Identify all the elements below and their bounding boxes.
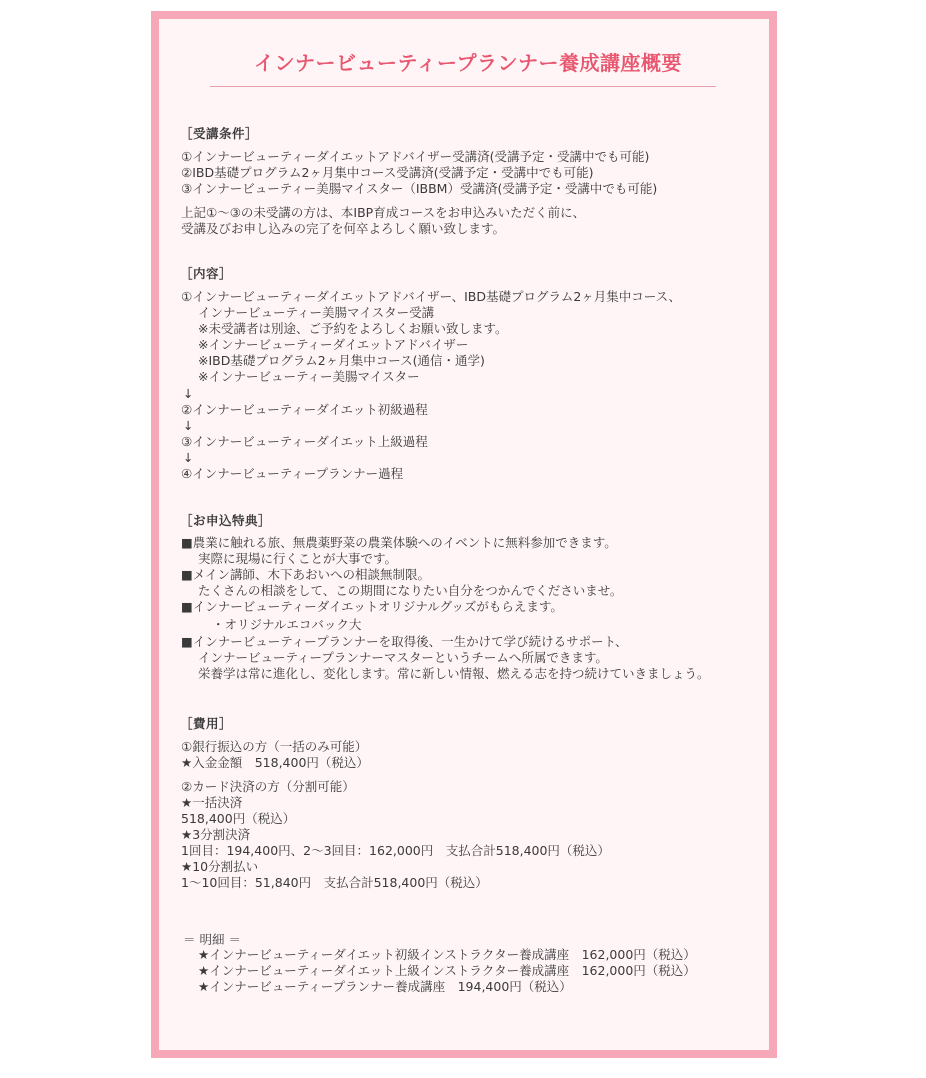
benefits-line: 実際に現場に行くことが大事です。 (198, 551, 398, 566)
fees-line: ★10分割払い (181, 859, 259, 874)
conditions-line: ③インナービューティー美腸マイスター（IBBM）受講済(受講予定・受講中でも可能) (181, 181, 658, 196)
content-line: インナービューティー美腸マイスター受講 (198, 305, 435, 320)
fees-line: ★一括決済 (181, 795, 243, 810)
benefits-heading: ［お申込特典］ (180, 513, 272, 528)
arrow-down: ↓ (183, 386, 194, 401)
details-line: ★インナービューティープランナー養成講座 194,400円（税込） (198, 979, 572, 994)
benefits-line: 栄養学は常に進化し、変化します。常に新しい情報、燃える志を持つ続けていきましょう。 (198, 666, 710, 681)
conditions-line: ②IBD基礎プログラム2ヶ月集中コース受講済(受講予定・受講中でも可能) (181, 165, 594, 180)
conditions-note: 上記①～③の未受講の方は、本IBP育成コースをお申込みいただく前に、 (181, 205, 586, 220)
benefits-line: ・オリジナルエコバック大 (212, 617, 362, 632)
conditions-note: 受講及びお申し込みの完了を何卒よろしく願い致します。 (181, 221, 506, 236)
title-divider (210, 86, 716, 87)
benefits-line: ■メイン講師、木下あおいへの相談無制限。 (181, 567, 431, 582)
benefits-line: ■農業に触れる旅、無農薬野菜の農業体験へのイベントに無料参加できます。 (181, 535, 617, 550)
conditions-line: ①インナービューティーダイエットアドバイザー受講済(受講予定・受講中でも可能) (181, 149, 650, 164)
benefits-line: たくさんの相談をして、この期間になりたい自分をつかんでくださいませ。 (198, 583, 623, 598)
fees-line: ②カード決済の方（分割可能） (181, 779, 355, 794)
page-title: インナービューティープランナー養成講座概要 (254, 51, 682, 75)
fees-heading: ［費用］ (180, 716, 233, 731)
details-heading: ＝ 明細 ＝ (183, 932, 241, 947)
fees-line: ①銀行振込の方（一括のみ可能） (181, 739, 368, 754)
arrow-down: ↓ (183, 418, 194, 433)
conditions-heading: ［受講条件］ (180, 126, 259, 141)
benefits-line: ■インナービューティーダイエットオリジナルグッズがもらえます。 (181, 599, 563, 614)
content-line: ①インナービューティーダイエットアドバイザー、IBD基礎プログラム2ヶ月集中コース、 (181, 289, 682, 304)
content-line: ④インナービューティープランナー過程 (181, 466, 404, 481)
content-line: ②インナービューティーダイエット初級過程 (181, 402, 428, 417)
content-heading: ［内容］ (180, 266, 233, 281)
fees-line: 1回目：194,400円、2～3回目：162,000円 支払合計518,400円（税込） (181, 843, 610, 858)
content-line: ③インナービューティーダイエット上級過程 (181, 434, 428, 449)
fees-line: ★3分割決済 (181, 827, 251, 842)
benefits-line: ■インナービューティープランナーを取得後、一生かけて学び続けるサポート、 (181, 634, 628, 649)
fees-line: 1～10回目：51,840円 支払合計518,400円（税込） (181, 875, 488, 890)
arrow-down: ↓ (183, 450, 194, 465)
benefits-line: インナービューティープランナーマスターというチームへ所属できます。 (198, 650, 608, 665)
content-line: ※インナービューティーダイエットアドバイザー (198, 337, 469, 352)
content-line: ※未受講者は別途、ご予約をよろしくお願い致します。 (198, 321, 508, 336)
content-line: ※IBD基礎プログラム2ヶ月集中コース(通信・通学) (198, 353, 485, 368)
content-line: ※インナービューティー美腸マイスター (198, 369, 420, 384)
fees-line: 518,400円（税込） (181, 811, 296, 826)
details-line: ★インナービューティーダイエット上級インストラクター養成講座 162,000円（税込） (198, 963, 696, 978)
details-line: ★インナービューティーダイエット初級インストラクター養成講座 162,000円（税込） (198, 947, 696, 962)
fees-line: ★入金金額 518,400円（税込） (181, 755, 369, 770)
